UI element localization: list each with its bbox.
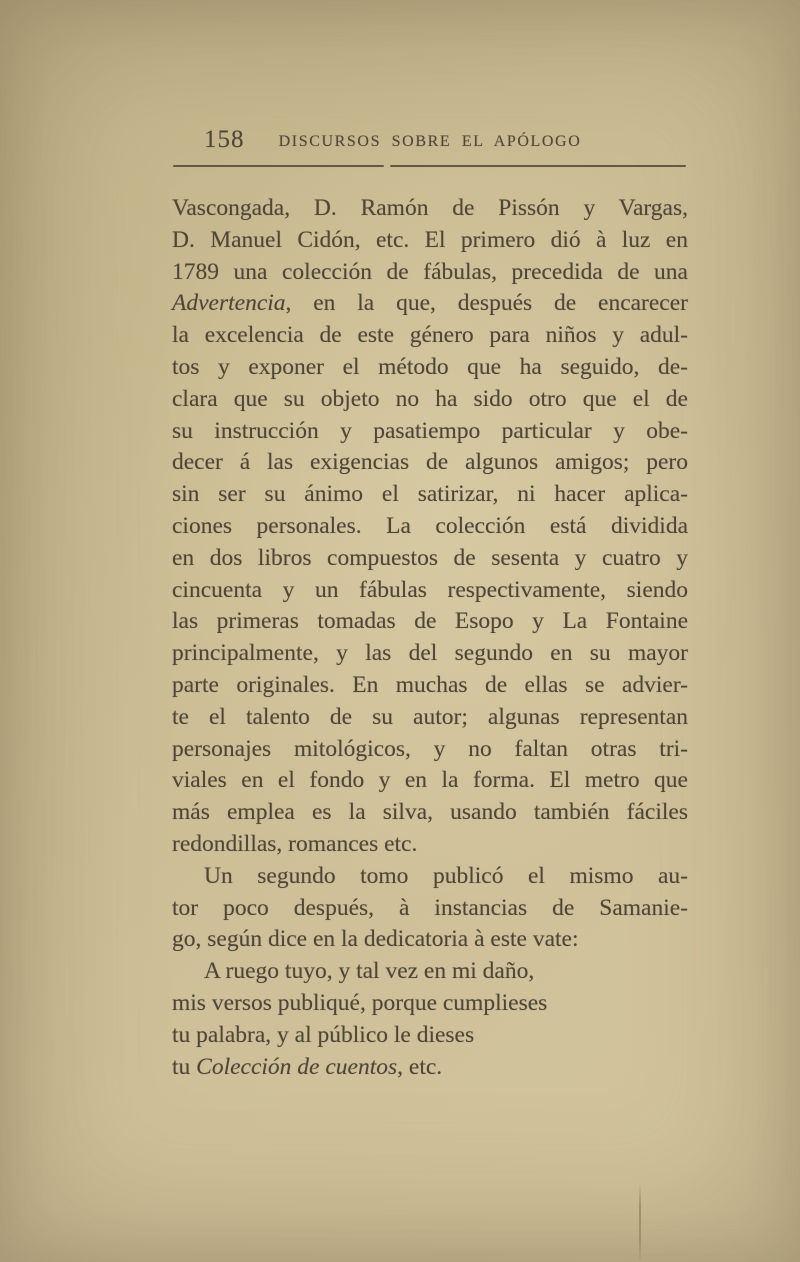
text-line: las primeras tomadas de Esopo y La Fontaine [172, 608, 688, 635]
header-rule-right-segment [390, 165, 686, 167]
text-line: go, según dice en la dedicatoria à este vate: [172, 926, 579, 953]
text-line: Vascongada, D. Ramón de Pissón y Vargas, [172, 195, 688, 221]
text-line [172, 288, 688, 320]
text-line: D. Manuel Cidón, etc. El primero dió à luz en [172, 226, 688, 253]
text-line: su instrucción y pasatiempo particular y obe- [172, 417, 688, 444]
text-line: principalmente, y las del segundo en su mayor [172, 640, 688, 667]
text-line: más emplea es la silva, usando también fáciles [172, 799, 688, 826]
text-line: personajes mitológicos, y no faltan otras tri- [172, 735, 688, 762]
text-line: viales en el fondo y en la forma. El metro que [172, 767, 688, 794]
paper-crease [639, 1183, 641, 1262]
text-line-rest: , en la que, después de encarecer [285, 290, 688, 317]
text-line: ciones personales. La colección está dividida [172, 512, 688, 539]
text-line: sin ser su ánimo el satirizar, ni hacer aplica- [172, 481, 688, 508]
verse-line [172, 1052, 688, 1084]
verse-line: mis versos publiqué, porque cumplieses [172, 989, 548, 1016]
text-line: clara que su objeto no ha sido otro que el de [172, 385, 688, 412]
verse-line-end: , etc. [397, 1053, 443, 1080]
header-rule [173, 165, 686, 167]
text-line: 1789 una colección de fábulas, precedida de una [172, 258, 688, 285]
text-line: cincuenta y un fábulas respectivamente, siendo [172, 576, 688, 603]
page-number: 158 [204, 126, 245, 153]
page-text [172, 193, 688, 1083]
text-line: te el talento de su autor; algunas representan [172, 703, 688, 730]
header-rule-left-segment [173, 165, 384, 167]
text-line: parte originales. En muchas de ellas se advier- [172, 671, 688, 698]
verse-line: tu palabra, y al público le dieses [172, 1021, 475, 1048]
verse-line-start: tu [172, 1053, 197, 1080]
text-line: en dos libros compuestos de sesenta y cuatro y [172, 544, 688, 571]
text-line: Un segundo tomo publicó el mismo au- [204, 862, 688, 889]
text-line: tos y exponer el método que ha seguido, de- [172, 353, 688, 380]
italic-book-title: Advertencia [172, 290, 286, 317]
text-line: decer á las exigencias de algunos amigos; pero [172, 449, 688, 476]
text-line: tor poco después, à instancias de Samanie- [172, 894, 688, 921]
text-line: redondillas, romances etc. [172, 830, 418, 857]
text-line: la excelencia de este género para niños y adul- [172, 322, 688, 349]
verse-line: A ruego tuyo, y tal vez en mi daño, [204, 958, 535, 985]
italic-book-title: Colección de cuentos [196, 1053, 398, 1080]
running-title: DISCURSOS SOBRE EL APÓLOGO [278, 133, 582, 150]
